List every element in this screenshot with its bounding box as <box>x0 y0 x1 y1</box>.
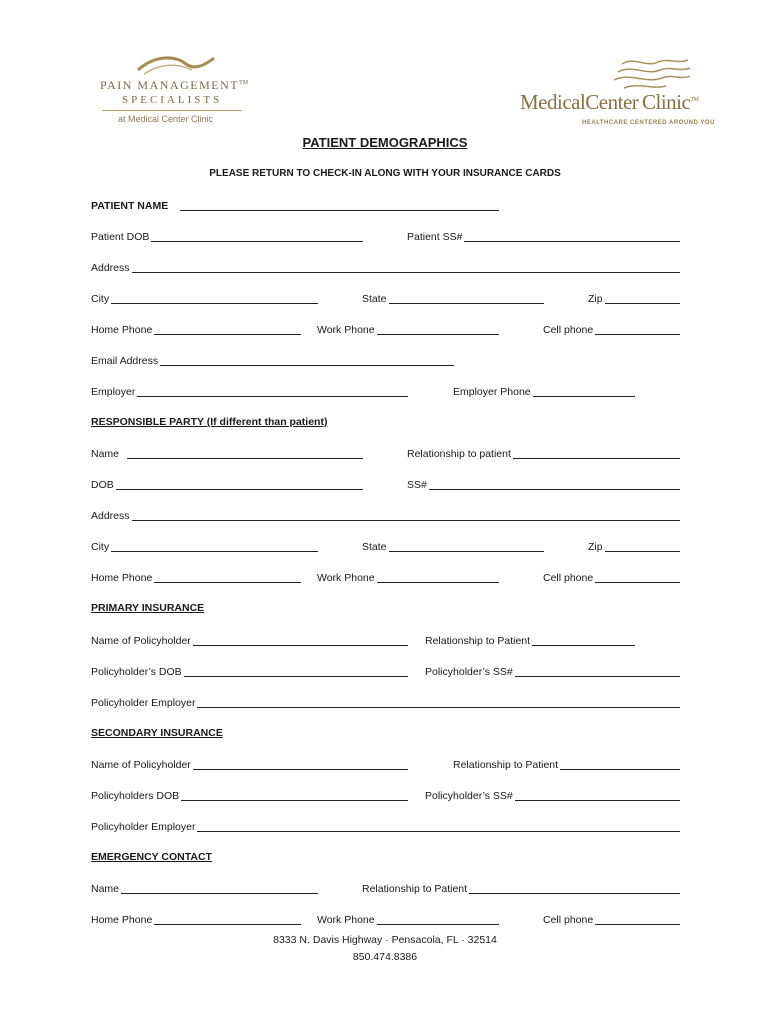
page-title: PATIENT DEMOGRAPHICS <box>302 135 468 150</box>
primary-ss-label: Policyholder’s SS# <box>425 666 513 678</box>
responsible-home-phone-field[interactable] <box>91 570 301 584</box>
secondary-insurance-heading: SECONDARY INSURANCE <box>91 727 223 739</box>
patient-email-label: Email Address <box>91 355 159 367</box>
patient-name-field[interactable] <box>91 198 499 212</box>
logo-right-tm: TM <box>690 97 699 103</box>
patient-address-label: Address <box>91 262 130 274</box>
primary-employer-label: Policyholder Employer <box>91 697 196 709</box>
responsible-work-phone-label: Work Phone <box>317 572 375 584</box>
primary-policyholder-line[interactable] <box>193 633 408 646</box>
patient-home-phone-line[interactable] <box>154 322 301 335</box>
secondary-ss-line[interactable] <box>515 788 680 801</box>
emergency-cell-phone-field[interactable] <box>543 912 680 926</box>
patient-email-field[interactable] <box>91 353 454 367</box>
responsible-party-heading: RESPONSIBLE PARTY (If different than patient) <box>91 416 328 428</box>
primary-ss-field[interactable] <box>425 664 680 678</box>
primary-employer-field[interactable] <box>91 695 680 709</box>
emergency-name-field[interactable] <box>91 881 318 895</box>
responsible-address-line[interactable] <box>132 508 680 521</box>
responsible-home-phone-label: Home Phone <box>91 572 153 584</box>
secondary-ss-field[interactable] <box>425 788 680 802</box>
primary-relationship-label: Relationship to Patient <box>425 635 531 647</box>
logo-left-sub: SPECIALISTS <box>122 94 223 106</box>
patient-employer-line[interactable] <box>137 384 408 397</box>
emergency-home-phone-label: Home Phone <box>91 914 153 926</box>
emergency-name-line[interactable] <box>121 881 318 894</box>
logo-right-brand: MedicalCenter Clinic <box>520 90 691 114</box>
patient-zip-field[interactable] <box>588 291 680 305</box>
responsible-name-line[interactable] <box>127 446 363 459</box>
responsible-relationship-field[interactable] <box>407 446 680 460</box>
patient-dob-line[interactable] <box>151 229 363 242</box>
patient-cell-phone-line[interactable] <box>595 322 680 335</box>
patient-ss-label: Patient SS# <box>407 231 463 243</box>
responsible-state-line[interactable] <box>389 539 544 552</box>
patient-home-phone-label: Home Phone <box>91 324 153 336</box>
secondary-relationship-label: Relationship to Patient <box>453 759 559 771</box>
patient-work-phone-field[interactable] <box>317 322 499 336</box>
responsible-dob-label: DOB <box>91 479 114 491</box>
responsible-relationship-label: Relationship to patient <box>407 448 511 460</box>
responsible-address-field[interactable] <box>91 508 680 522</box>
responsible-ss-label: SS# <box>407 479 427 491</box>
secondary-employer-line[interactable] <box>197 819 680 832</box>
primary-relationship-line[interactable] <box>532 633 635 646</box>
primary-ss-line[interactable] <box>515 664 680 677</box>
logo-left-at: at Medical Center Clinic <box>118 114 214 124</box>
responsible-dob-line[interactable] <box>116 477 363 490</box>
patient-state-field[interactable] <box>362 291 544 305</box>
emergency-cell-phone-label: Cell phone <box>543 914 594 926</box>
patient-work-phone-label: Work Phone <box>317 324 375 336</box>
medical-center-clinic-logo <box>520 56 715 132</box>
patient-employer-phone-field[interactable] <box>453 384 635 398</box>
primary-dob-line[interactable] <box>184 664 408 677</box>
responsible-cell-phone-field[interactable] <box>543 570 680 584</box>
primary-dob-field[interactable] <box>91 664 408 678</box>
responsible-state-label: State <box>362 541 387 553</box>
emergency-contact-heading: EMERGENCY CONTACT <box>91 851 212 863</box>
secondary-relationship-field[interactable] <box>453 757 680 771</box>
patient-cell-phone-label: Cell phone <box>543 324 594 336</box>
secondary-policyholder-label: Name of Policyholder <box>91 759 191 771</box>
emergency-home-phone-line[interactable] <box>154 912 301 925</box>
secondary-dob-line[interactable] <box>181 788 408 801</box>
logo-right-tagline: HEALTHCARE CENTERED AROUND YOU <box>582 120 715 126</box>
patient-address-line[interactable] <box>132 260 680 273</box>
pain-management-logo <box>96 52 256 124</box>
patient-work-phone-line[interactable] <box>377 322 499 335</box>
patient-employer-label: Employer <box>91 386 136 398</box>
secondary-employer-label: Policyholder Employer <box>91 821 196 833</box>
patient-address-field[interactable] <box>91 260 680 274</box>
primary-insurance-heading: PRIMARY INSURANCE <box>91 602 205 614</box>
responsible-address-label: Address <box>91 510 130 522</box>
patient-cell-phone-field[interactable] <box>543 322 680 336</box>
patient-ss-line[interactable] <box>464 229 680 242</box>
responsible-cell-phone-line[interactable] <box>595 570 680 583</box>
patient-city-label: City <box>91 293 110 305</box>
patient-zip-label: Zip <box>588 293 603 305</box>
secondary-relationship-line[interactable] <box>560 757 680 770</box>
swoosh-icon <box>136 52 216 76</box>
patient-employer-field[interactable] <box>91 384 408 398</box>
secondary-employer-field[interactable] <box>91 819 680 833</box>
responsible-work-phone-line[interactable] <box>377 570 499 583</box>
secondary-dob-label: Policyholders DOB <box>91 790 180 802</box>
patient-employer-phone-label: Employer Phone <box>453 386 531 398</box>
patient-dob-label: Patient DOB <box>91 231 150 243</box>
emergency-relationship-label: Relationship to Patient <box>362 883 468 895</box>
primary-dob-label: Policyholder’s DOB <box>91 666 182 678</box>
secondary-policyholder-field[interactable] <box>91 757 408 771</box>
patient-city-line[interactable] <box>111 291 318 304</box>
patient-ss-field[interactable] <box>407 229 680 243</box>
logo-divider <box>102 110 242 111</box>
patient-employer-phone-line[interactable] <box>533 384 635 397</box>
patient-home-phone-field[interactable] <box>91 322 301 336</box>
patient-city-field[interactable] <box>91 291 318 305</box>
page-subtitle: PLEASE RETURN TO CHECK-IN ALONG WITH YOUR INSURANCE CARDS <box>209 168 561 179</box>
secondary-ss-label: Policyholder’s SS# <box>425 790 513 802</box>
footer-address: 8333 N. Davis Highway · Pensacola, FL · 32514 <box>273 934 497 946</box>
responsible-zip-field[interactable] <box>588 539 680 553</box>
primary-policyholder-field[interactable] <box>91 633 408 647</box>
primary-policyholder-label: Name of Policyholder <box>91 635 191 647</box>
logo-left-name: PAIN MANAGEMENT <box>100 78 240 92</box>
emergency-work-phone-field[interactable] <box>317 912 499 926</box>
secondary-dob-field[interactable] <box>91 788 408 802</box>
patient-state-line[interactable] <box>389 291 544 304</box>
responsible-ss-field[interactable] <box>407 477 680 491</box>
responsible-city-line[interactable] <box>111 539 318 552</box>
responsible-home-phone-line[interactable] <box>154 570 301 583</box>
secondary-policyholder-line[interactable] <box>193 757 408 770</box>
responsible-work-phone-field[interactable] <box>317 570 499 584</box>
patient-state-label: State <box>362 293 387 305</box>
responsible-zip-label: Zip <box>588 541 603 553</box>
patient-dob-field[interactable] <box>91 229 363 243</box>
emergency-work-phone-line[interactable] <box>377 912 499 925</box>
emergency-work-phone-label: Work Phone <box>317 914 375 926</box>
responsible-name-label: Name <box>91 448 120 460</box>
emergency-relationship-line[interactable] <box>469 881 680 894</box>
responsible-dob-field[interactable] <box>91 477 363 491</box>
responsible-city-field[interactable] <box>91 539 318 553</box>
patient-zip-line[interactable] <box>605 291 680 304</box>
responsible-cell-phone-label: Cell phone <box>543 572 594 584</box>
responsible-state-field[interactable] <box>362 539 544 553</box>
patient-name-line[interactable] <box>180 198 499 211</box>
waves-icon <box>612 56 692 94</box>
patient-email-line[interactable] <box>160 353 454 366</box>
responsible-name-field[interactable] <box>91 446 363 460</box>
emergency-name-label: Name <box>91 883 120 895</box>
primary-employer-line[interactable] <box>197 695 680 708</box>
responsible-ss-line[interactable] <box>429 477 680 490</box>
responsible-zip-line[interactable] <box>605 539 680 552</box>
logo-left-tm: TM <box>239 80 249 86</box>
emergency-cell-phone-line[interactable] <box>595 912 680 925</box>
emergency-home-phone-field[interactable] <box>91 912 301 926</box>
primary-relationship-field[interactable] <box>425 633 635 647</box>
emergency-relationship-field[interactable] <box>362 881 680 895</box>
patient-name-label: PATIENT NAME <box>91 200 169 212</box>
footer-phone: 850.474.8386 <box>352 951 418 963</box>
responsible-city-label: City <box>91 541 110 553</box>
responsible-relationship-line[interactable] <box>513 446 680 459</box>
